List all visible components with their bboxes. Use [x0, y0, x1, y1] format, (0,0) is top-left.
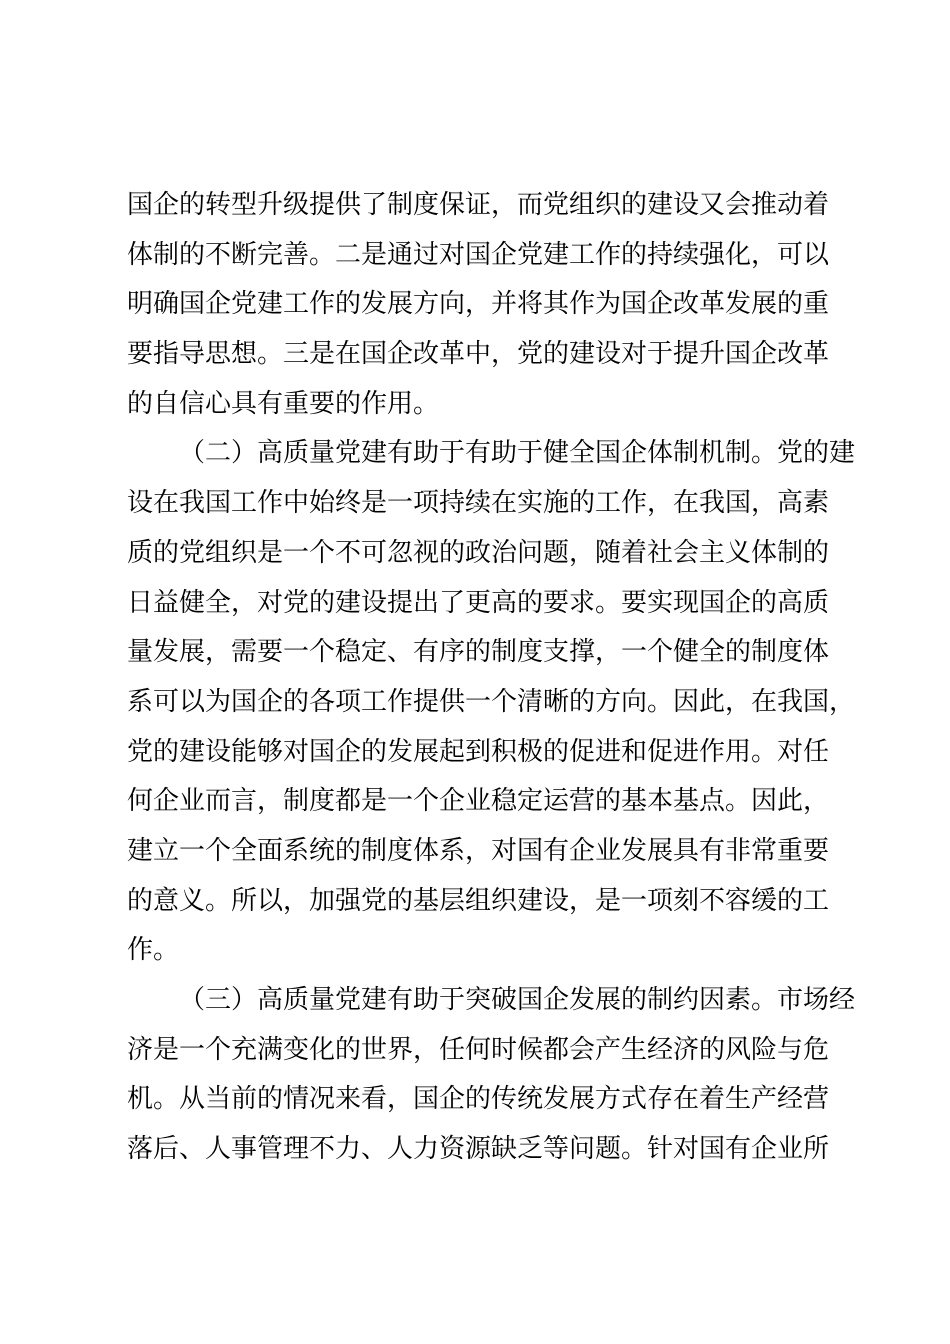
text-line: 体制的不断完善。二是通过对国企党建工作的持续强化，可以: [127, 239, 830, 270]
text-line: 落后、人事管理不力、人力资源缺乏等问题。针对国有企业所: [127, 1134, 830, 1165]
text-line: 国企的转型升级提供了制度保证，而党组织的建设又会推动着: [127, 190, 830, 220]
text-line: 的自信心具有重要的作用。: [127, 388, 440, 419]
text-line: 量发展，需要一个稳定、有序的制度支撑，一个健全的制度体: [127, 637, 830, 668]
text-line: 作。: [127, 935, 180, 966]
section-heading-line: （二）高质量党建有助于有助于健全国企体制机制。党的建: [179, 438, 856, 469]
text-line: 济是一个充满变化的世界，任何时候都会产生经济的风险与危: [127, 1034, 830, 1065]
text-line: 机。从当前的情况来看，国企的传统发展方式存在着生产经营: [127, 1084, 830, 1115]
text-line: 系可以为国企的各项工作提供一个清晰的方向。因此，在我国，: [127, 686, 856, 717]
text-line: 明确国企党建工作的发展方向，并将其作为国企改革发展的重: [127, 289, 830, 320]
text-line: 的意义。所以，加强党的基层组织建设，是一项刻不容缓的工: [127, 885, 830, 916]
section-heading-line: （三）高质量党建有助于突破国企发展的制约因素。市场经: [179, 985, 856, 1015]
body-text: [127, 181, 867, 1175]
text-line: 日益健全，对党的建设提出了更高的要求。要实现国企的高质: [127, 587, 830, 618]
text-line: 何企业而言，制度都是一个企业稳定运营的基本基点。因此，: [127, 786, 830, 817]
text-line: 建立一个全面系统的制度体系，对国有企业发展具有非常重要: [127, 835, 830, 866]
text-line: 质的党组织是一个不可忽视的政治问题，随着社会主义体制的: [127, 537, 830, 568]
text-line: 要指导思想。三是在国企改革中，党的建设对于提升国企改革: [127, 339, 830, 370]
text-line: 党的建设能够对国企的发展起到积极的促进和促进作用。对任: [127, 736, 830, 767]
text-line: 设在我国工作中始终是一项持续在实施的工作，在我国，高素: [127, 488, 830, 519]
